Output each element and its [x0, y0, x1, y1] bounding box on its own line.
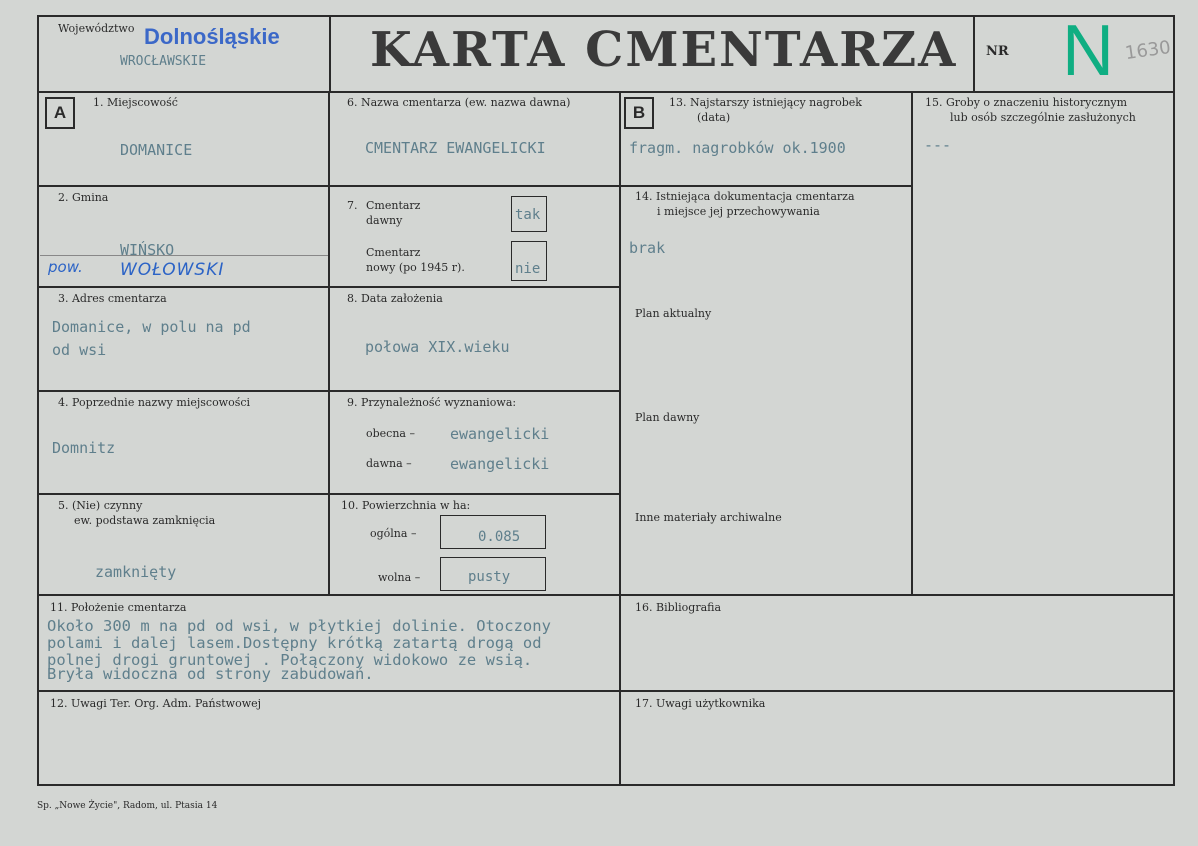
gmina-value: WIŃSKO [120, 241, 175, 259]
miejscowosc-value: DOMANICE [120, 141, 193, 159]
uwagi-uzytkownika-label: 17. Uwagi użytkownika [635, 697, 766, 710]
wojewodztwo-value: WROCŁAWSKIE [120, 54, 207, 69]
gmina-label: 2. Gmina [58, 191, 109, 204]
adres-value-line1: Domanice, w polu na pd [52, 318, 251, 336]
dokumentacja-label-2: i miejsce jej przechowywania [657, 205, 820, 218]
data-zalozenia-value: połowa XIX.wieku [365, 338, 510, 356]
wyznanie-obecna-value: ewangelicki [450, 425, 550, 443]
groby-label: 15. Groby o znaczeniu historycznym [925, 96, 1128, 109]
gmina-hand-value: WOŁOWSKI [120, 260, 225, 280]
groby-label-2: lub osób szczególnie zasłużonych [950, 111, 1136, 124]
inne-materialy-label: Inne materiały archiwalne [635, 511, 782, 524]
wojewodztwo-label: Województwo [58, 22, 135, 35]
polozenie-line-2: polami i dalej lasem.Dostępny krótką zatartą drogą od [47, 634, 542, 652]
plan-aktualny-label: Plan aktualny [635, 307, 712, 320]
polozenie-line-3: polnej drogi gruntowej . Połączony widokowo ze wsią. [47, 651, 533, 669]
cmentarz-dawny-label-1: Cmentarz [366, 199, 421, 212]
wojewodztwo-stamp: Dolnośląskie [144, 24, 280, 49]
nr-label: NR [986, 44, 1009, 59]
czynny-label-2: ew. podstawa zamknięcia [74, 514, 216, 527]
wyznanie-dawna-label: dawna – [366, 457, 412, 470]
printer-footer: Sp. „Nowe Życie", Radom, ul. Ptasia 14 [37, 801, 218, 811]
poprzednie-nazwy-value: Domnitz [52, 439, 116, 457]
groby-value: --- [924, 136, 952, 154]
nr-letter: N [1062, 11, 1114, 91]
cmentarz-number: 7. [347, 199, 358, 212]
nr-pencil: 1630 [1123, 36, 1173, 65]
powierzchnia-wolna-label: wolna – [378, 571, 421, 584]
plan-dawny-label: Plan dawny [635, 411, 700, 424]
section-a-box: A [45, 97, 75, 129]
polozenie-line-1: Około 300 m na pd od wsi, w płytkiej dolinie. Otoczony [47, 617, 551, 635]
poprzednie-nazwy-label: 4. Poprzednie nazwy miejscowości [58, 396, 251, 409]
nagrobek-value: fragm. nagrobków ok.1900 [629, 139, 846, 157]
adres-label: 3. Adres cmentarza [58, 292, 167, 305]
miejscowosc-label: 1. Miejscowość [93, 96, 178, 109]
powierzchnia-label: 10. Powierzchnia w ha: [341, 499, 471, 512]
section-b-box: B [624, 97, 654, 129]
nagrobek-label: 13. Najstarszy istniejący nagrobek [669, 96, 862, 109]
bibliografia-label: 16. Bibliografia [635, 601, 722, 614]
dokumentacja-value: brak [629, 239, 666, 257]
data-zalozenia-label: 8. Data założenia [347, 292, 443, 305]
czynny-value: zamknięty [95, 563, 177, 581]
nazwa-cmentarza-value: CMENTARZ EWANGELICKI [365, 139, 546, 157]
powierzchnia-wolna-value: pusty [468, 569, 511, 585]
cmentarz-nowy-label-1: Cmentarz [366, 246, 421, 259]
polozenie-label: 11. Położenie cmentarza [50, 601, 187, 614]
powierzchnia-ogolna-value: 0.085 [478, 529, 521, 545]
nagrobek-label-2: (data) [697, 111, 731, 124]
card-title: KARTA CMENTARZA [370, 22, 958, 78]
uwagi-ter-org-label: 12. Uwagi Ter. Org. Adm. Państwowej [50, 697, 262, 710]
polozenie-line-4: Bryła widoczna od strony zabudowań. [47, 665, 374, 683]
nazwa-cmentarza-label: 6. Nazwa cmentarza (ew. nazwa dawna) [347, 96, 571, 109]
wyznanie-obecna-label: obecna – [366, 427, 415, 440]
cmentarz-nowy-label-2: nowy (po 1945 r). [366, 261, 465, 274]
wyznanie-dawna-value: ewangelicki [450, 455, 550, 473]
adres-value-line2: od wsi [52, 341, 107, 359]
powierzchnia-ogolna-label: ogólna – [370, 527, 417, 540]
cmentarz-nowy-value: nie [515, 261, 541, 277]
cmentarz-dawny-value: tak [515, 207, 541, 223]
dokumentacja-label: 14. Istniejąca dokumentacja cmentarza [635, 190, 855, 203]
cmentarz-dawny-label-2: dawny [366, 214, 403, 227]
gmina-hand-prefix: pow. [48, 258, 83, 276]
czynny-label: 5. (Nie) czynny [58, 499, 143, 512]
wyznanie-label: 9. Przynależność wyznaniowa: [347, 396, 517, 409]
